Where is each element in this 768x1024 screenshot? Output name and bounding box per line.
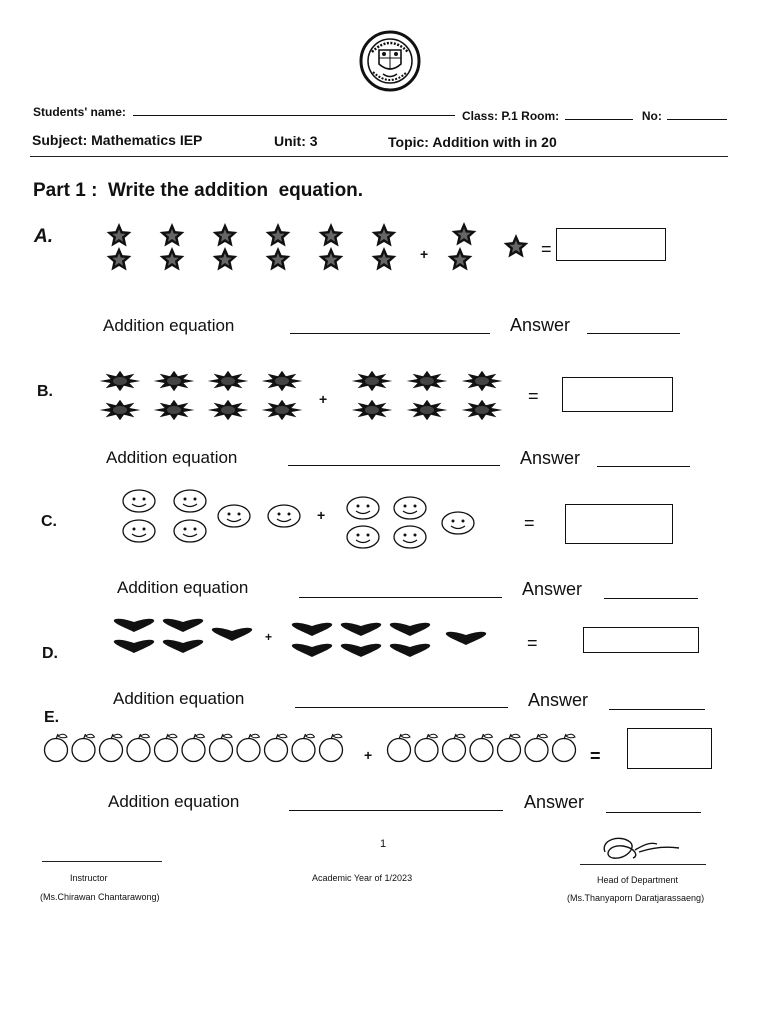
answer-label: Answer xyxy=(522,579,583,599)
orange-icon xyxy=(237,734,260,762)
answer-label: Answer xyxy=(524,792,585,812)
students-name-row xyxy=(33,105,455,119)
heart-icon xyxy=(212,628,252,641)
addition-equation-label: Addition equation xyxy=(103,316,235,335)
smiley-icon xyxy=(123,520,155,542)
sun-icon xyxy=(462,371,503,391)
head-signature-line xyxy=(580,864,706,865)
plus-sign: + xyxy=(319,391,328,407)
instructor-signature-line xyxy=(42,861,162,862)
heart-icon xyxy=(114,619,154,632)
sun-icon xyxy=(100,371,141,391)
smiley-icon xyxy=(442,512,474,534)
heart-icon xyxy=(114,640,154,653)
star-icon xyxy=(448,247,473,271)
smiley-icon xyxy=(394,526,426,548)
question-c-label: C. xyxy=(41,513,57,530)
smiley-icon xyxy=(174,520,206,542)
page-number: 1 xyxy=(380,838,387,850)
orange-group-right xyxy=(385,728,585,766)
part-title: Part 1 : Write the addition equation. xyxy=(33,180,364,201)
orange-icon xyxy=(182,734,205,762)
unit-text: Unit: 3 xyxy=(274,133,318,149)
star-icon xyxy=(266,247,291,271)
plus-sign: + xyxy=(364,747,373,763)
heart-icon xyxy=(446,632,486,645)
students-name-label: Students' name: xyxy=(33,105,126,119)
smiley-icon xyxy=(218,505,250,527)
topic-text: Topic: Addition with in 20 xyxy=(388,134,557,150)
sun-icon xyxy=(262,371,303,391)
answer-field[interactable] xyxy=(606,797,701,813)
orange-icon xyxy=(100,734,123,762)
star-icon xyxy=(213,247,238,271)
heart-group-right xyxy=(288,618,488,662)
answer-field[interactable] xyxy=(604,583,698,599)
orange-icon xyxy=(155,734,178,762)
school-seal-icon xyxy=(359,30,421,92)
heart-icon xyxy=(341,644,381,657)
number-label: No: xyxy=(641,109,662,123)
addition-equation-field[interactable] xyxy=(295,692,508,708)
sun-icon xyxy=(352,371,393,391)
heart-icon xyxy=(163,619,203,632)
sun-icon xyxy=(462,400,503,420)
instructor-name: (Ms.Chirawan Chantarawong) xyxy=(40,892,160,902)
star-icon xyxy=(504,234,529,258)
star-icon xyxy=(160,247,185,271)
orange-icon xyxy=(265,734,288,762)
heart-group-left xyxy=(110,616,260,660)
smiley-icon xyxy=(268,505,300,527)
orange-icon xyxy=(388,734,411,762)
sun-icon xyxy=(154,400,195,420)
heart-icon xyxy=(292,623,332,636)
addition-equation-field[interactable] xyxy=(290,318,490,334)
number-field[interactable] xyxy=(667,119,727,120)
equals-sign: = xyxy=(541,239,552,259)
subject-text: Subject: Mathematics IEP xyxy=(32,132,203,148)
head-name: (Ms.Thanyaporn Daratjarassaeng) xyxy=(567,893,705,903)
smiley-icon xyxy=(347,526,379,548)
orange-icon xyxy=(498,734,521,762)
orange-icon xyxy=(415,734,438,762)
orange-icon xyxy=(470,734,493,762)
addition-equation-field[interactable] xyxy=(299,582,502,598)
sun-icon xyxy=(154,371,195,391)
class-room-row xyxy=(462,109,727,123)
star-icon xyxy=(107,223,132,247)
orange-icon xyxy=(553,734,576,762)
plus-sign: + xyxy=(317,507,326,523)
equals-sign: = xyxy=(527,633,538,653)
instructor-label: Instructor xyxy=(70,873,108,883)
orange-icon xyxy=(292,734,315,762)
answer-box[interactable] xyxy=(556,228,666,261)
heart-icon xyxy=(341,623,381,636)
class-room-label: Class: P.1 Room: xyxy=(462,109,560,123)
heart-icon xyxy=(163,640,203,653)
star-icon xyxy=(160,223,185,247)
smiley-icon xyxy=(394,497,426,519)
star-group-right xyxy=(438,220,548,272)
answer-box[interactable] xyxy=(627,728,712,769)
signature-icon xyxy=(595,830,685,866)
smiley-group-left xyxy=(118,486,308,550)
orange-icon xyxy=(127,734,150,762)
students-name-field[interactable] xyxy=(133,115,455,116)
addition-equation-label: Addition equation xyxy=(108,792,240,811)
sun-icon xyxy=(262,400,303,420)
orange-icon xyxy=(72,734,95,762)
smiley-icon xyxy=(174,490,206,512)
question-a-label: A. xyxy=(34,226,53,247)
head-label: Head of Department xyxy=(597,875,679,885)
sun-icon xyxy=(407,400,448,420)
heart-icon xyxy=(390,623,430,636)
heart-icon xyxy=(390,644,430,657)
room-field[interactable] xyxy=(565,119,633,120)
plus-sign: + xyxy=(265,630,273,644)
orange-icon xyxy=(443,734,466,762)
sun-icon xyxy=(100,400,141,420)
academic-year: Academic Year of 1/2023 xyxy=(312,873,413,883)
equals-sign: = xyxy=(590,746,601,766)
orange-icon xyxy=(320,734,343,762)
heart-icon xyxy=(292,644,332,657)
equals-sign: = xyxy=(524,513,535,533)
star-icon xyxy=(213,223,238,247)
star-icon xyxy=(319,223,344,247)
sun-icon xyxy=(208,371,249,391)
star-group-left xyxy=(95,220,425,272)
addition-equation-field[interactable] xyxy=(289,795,503,811)
star-icon xyxy=(266,223,291,247)
addition-equation-label: Addition equation xyxy=(113,689,245,708)
sun-icon xyxy=(352,400,393,420)
answer-label: Answer xyxy=(510,315,571,335)
star-icon xyxy=(372,223,397,247)
smiley-group-right xyxy=(340,490,480,554)
answer-box[interactable] xyxy=(562,377,673,412)
star-icon xyxy=(319,247,344,271)
answer-field[interactable] xyxy=(597,451,690,467)
orange-icon xyxy=(210,734,233,762)
addition-equation-label: Addition equation xyxy=(106,448,238,467)
orange-icon xyxy=(45,734,68,762)
star-icon xyxy=(452,222,477,246)
question-e-label: E. xyxy=(44,709,60,726)
star-icon xyxy=(107,247,132,271)
orange-icon xyxy=(525,734,548,762)
equals-sign: = xyxy=(528,386,539,406)
smiley-icon xyxy=(347,497,379,519)
sun-group-left xyxy=(95,366,315,424)
smiley-icon xyxy=(123,490,155,512)
sun-icon xyxy=(208,400,249,420)
star-icon xyxy=(372,247,397,271)
answer-field[interactable] xyxy=(609,694,705,710)
answer-field[interactable] xyxy=(587,318,680,334)
addition-equation-label: Addition equation xyxy=(117,578,249,597)
question-b-label: B. xyxy=(37,383,53,400)
question-d-label: D. xyxy=(42,645,58,662)
orange-group-left xyxy=(42,728,352,766)
sun-group-right xyxy=(348,366,513,424)
answer-label: Answer xyxy=(528,690,589,710)
header-divider xyxy=(30,156,728,157)
plus-sign: + xyxy=(420,246,429,262)
answer-label: Answer xyxy=(520,448,581,468)
answer-box[interactable] xyxy=(565,504,673,544)
addition-equation-field[interactable] xyxy=(288,450,500,466)
sun-icon xyxy=(407,371,448,391)
answer-box[interactable] xyxy=(583,627,699,653)
